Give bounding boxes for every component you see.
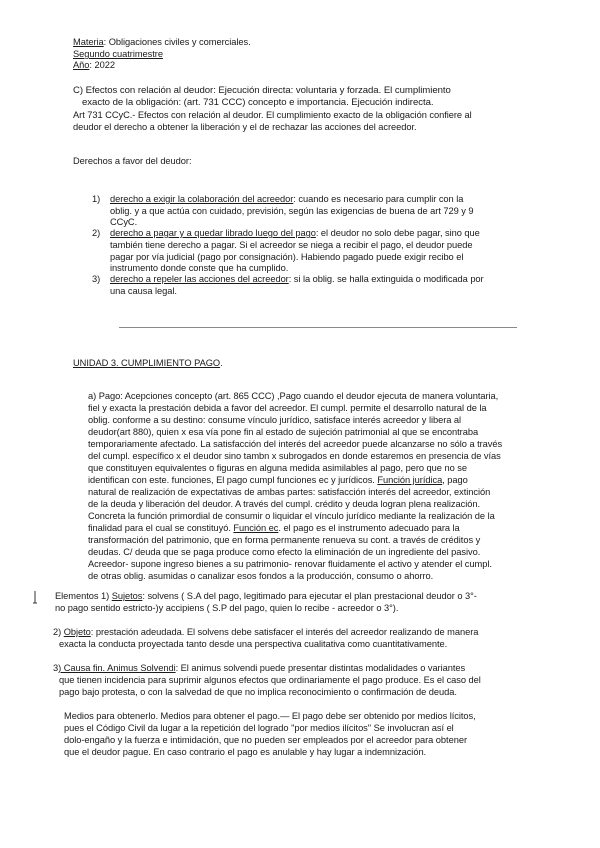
payment-text: . el pago es el instrumento adecuado para la — [278, 523, 460, 533]
margin-mark-icon — [32, 590, 38, 604]
rights-item-title: derecho a pagar y a quedar librado luego del pago — [110, 228, 316, 238]
year-line — [73, 60, 115, 71]
payment-paragraph-line: deudor(art 880), quien x esa vía pone fin al estado de sujeción patrimonial al que se encontraba — [88, 427, 479, 437]
payment-paragraph-line: oblig. conforme a su destino: consume vínculo jurídico, satisface interés acreedor y libera al — [88, 415, 462, 425]
payment-paragraph-line: natural de realización de expectativas de ambas partes: satisfacción interés del acreedor, extinción — [88, 487, 491, 497]
element-cause-number: 3 — [53, 663, 59, 673]
payment-paragraph-line — [88, 475, 468, 486]
element-subjects-text: : solvens ( S.A del pago, legitimado para ejecutar el plan prestacional deudor o 3°- — [142, 591, 477, 601]
element-object-title: Objeto — [63, 627, 91, 637]
section-c-line: deudor el derecho a obtener la liberación y el de rechazar las acciones del acreedor. — [73, 122, 417, 132]
payment-paragraph-line: deudas. C/ deuda que se paga produce como efecto la eliminación de un ingrediente del pasivo. — [88, 547, 481, 557]
rights-item — [110, 228, 480, 239]
element-cause-line — [53, 663, 465, 674]
unit-title-text: UNIDAD 3. CUMPLIMIENTO PAGO — [73, 358, 221, 368]
rights-item-text: CCyC. — [110, 217, 138, 227]
payment-paragraph-line: que constituyen equivalentes o figuras en alguna medida asimilables al pago, pero que no se — [88, 463, 467, 473]
subject-line — [73, 37, 251, 48]
rights-item-text: instrumento donde conste que ha cumplido. — [110, 263, 289, 273]
payment-text: identifican con este. funciones, El pago cumpl funciones ec y jurídicos. — [88, 475, 378, 485]
element-object-text: : prestación adeudada. El solvens debe satisfacer el interés del acreedor realizando de manera — [90, 627, 479, 637]
rights-item — [110, 194, 463, 205]
rights-item-title: derecho a repeler las acciones del acreedor — [110, 274, 289, 284]
element-object-line — [53, 627, 478, 638]
rights-item-text: : el deudor no solo debe pagar, sino que — [315, 228, 480, 238]
year-value: : 2022 — [89, 60, 115, 70]
year-label: Año — [73, 60, 90, 70]
elements-lead: Elementos 1) — [55, 591, 112, 601]
payment-paragraph-line: transformación del patrimonio, que en forma permanente renueva su cont. a través de créditos y — [88, 535, 481, 545]
payment-paragraph-line — [88, 523, 460, 534]
rights-heading: Derechos a favor del deudor: — [73, 156, 192, 166]
payment-paragraph-line: del cumpl. específico x el deudor sino tambn x subrogados en donde estaremos en presencia de vías — [88, 451, 501, 461]
legal-function-term: Función jurídica — [377, 475, 443, 485]
element-object-number: 2) — [53, 627, 64, 637]
section-c-line: C) Efectos con relación al deudor: Ejecución directa: voluntaria y forzada. El cumplimiento — [73, 85, 451, 96]
rights-item-text: pagar por vía judicial (pago por consignación). Habiendo pagado puede exigir recibo el — [110, 252, 464, 262]
element-subjects-title: Sujetos — [111, 591, 143, 601]
economic-function-term: Función ec — [233, 523, 279, 533]
payment-paragraph-line: a) Pago: Acepciones concepto (art. 865 CCC) ,Pago cuando el deudor ejecuta de manera voluntaria, — [88, 391, 499, 401]
rights-item — [110, 274, 484, 285]
element-subjects-line — [55, 591, 477, 602]
rights-item-text: oblig. y a que actúa con cuidado, previsión, según las exigencias de buena de art 729 y 9 — [110, 206, 474, 216]
element-cause-title: ) Causa fin. Animus Solvendi — [58, 663, 176, 673]
means-paragraph-line: Medios para obtenerlo. Medios para obtener el pago.— El pago debe ser obtenido por medios lícitos, — [64, 711, 476, 721]
section-c-line: Art 731 CCyC.- Efectos con relación al deudor. El cumplimiento exacto de la obligación confiere al — [73, 110, 472, 120]
element-cause-line: pago bajo protesta, o con la salvedad de que no implica reconocimiento o confirmación de deuda. — [59, 687, 457, 697]
payment-paragraph-line: fiel y exacta la prestación debida a favor del acreedor. El cumpl. permite el desarrollo natural de la — [88, 403, 487, 413]
means-paragraph-line: que el deudor pague. En caso contrario el pago es anulable y hay lugar a indemnización. — [64, 747, 427, 757]
element-cause-text: : El animus solvendi puede presentar distintas modalidades o variantes — [175, 663, 466, 673]
payment-paragraph-line: de otras oblig. asumidas o canalizar esos fondos a la producción, consumo o ahorro. — [88, 571, 434, 581]
element-subjects-line: no pago sentido estricto-)y accipiens ( S.P del pago, quien lo recibe - acreedor o 3°). — [55, 603, 399, 613]
rights-item-text: una causa legal. — [110, 286, 177, 296]
horizontal-divider — [119, 327, 517, 328]
payment-paragraph-line: de la deuda y liberación del deudor. A través del cumpl. crédito y deuda logran plena realización. — [88, 499, 481, 509]
payment-paragraph-line: temporariamente afectado. La satisfacción del interés del acreedor puede alcanzarse no sólo a través — [88, 439, 503, 449]
unit-title — [73, 358, 223, 369]
subject-label: Materia — [73, 37, 104, 47]
rights-item-text: : cuando es necesario para cumplir con la — [293, 194, 464, 204]
means-paragraph-line: pues el Código Civil da lugar a la repetición del logrado "por medios ilícitos" Se involucran así el — [64, 723, 454, 733]
rights-item-text: : si la oblig. se halla extinguida o modificada por — [288, 274, 484, 284]
term-line: Segundo cuatrimestre — [73, 49, 163, 59]
subject-value: : Obligaciones civiles y comerciales. — [103, 37, 251, 47]
element-object-line: exacta la conducta proyectada tanto desde una perspectiva cualitativa como cuantitativamente. — [59, 639, 448, 649]
rights-item-title: derecho a exigir la colaboración del acreedor — [110, 194, 294, 204]
payment-paragraph-line: Acreedor- supone ingreso bienes a su patrimonio- renovar fluidamente el activo y atender el cumpl. — [88, 559, 492, 569]
element-cause-line: que tienen incidencia para suprimir algunos efectos que ordinariamente el pago produce. Es el caso del — [59, 675, 481, 685]
payment-text: , pago — [442, 475, 468, 485]
means-paragraph-line: dolo-engaño y la fuerza e intimidación, que no pueden ser empleados por el acreedor para obtener — [64, 735, 467, 745]
rights-item-text: también tiene derecho a pagar. Si el acreedor se niega a recibir el pago, el deudor puede — [110, 240, 473, 250]
payment-text: finalidad para el cual se constituyó. — [88, 523, 234, 533]
rights-item-number: 1) — [92, 194, 101, 204]
rights-item-number: 2) — [92, 228, 101, 238]
rights-item-number: 3) — [92, 274, 101, 284]
section-c-line: exacto de la obligación: (art. 731 CCC) concepto e importancia. Ejecución indirecta. — [82, 97, 434, 108]
unit-title-period: . — [220, 358, 223, 368]
payment-paragraph-line: Concreta la función primordial de consumir o liquidar el vínculo jurídico mediante la realización de la — [88, 511, 495, 521]
